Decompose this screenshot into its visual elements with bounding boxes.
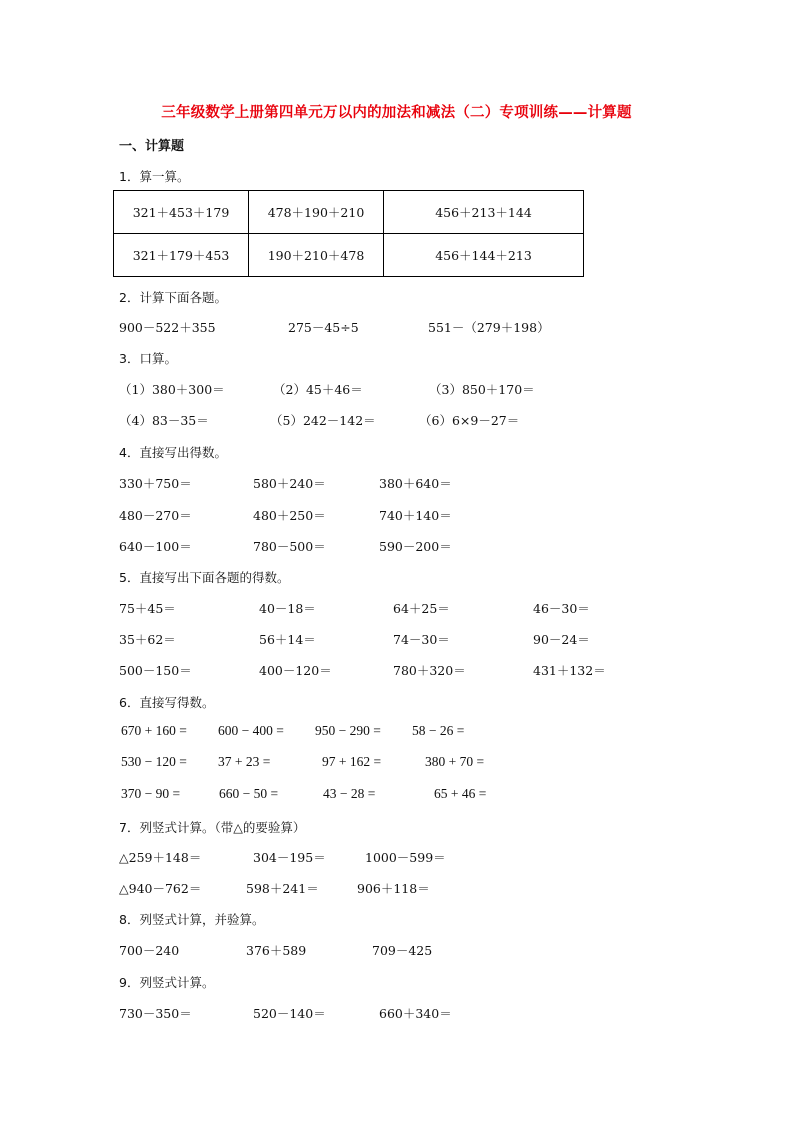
question-2-row — [0, 318, 793, 336]
section-heading: 一、计算题 — [119, 139, 185, 154]
expression: 90－24＝ — [533, 632, 590, 647]
expression: 370 − 90 = — [121, 786, 181, 801]
expression: △259＋148＝ — [119, 850, 202, 865]
expression: 640－100＝ — [119, 539, 192, 554]
expression: （1）380＋300＝ — [119, 382, 225, 397]
expression: 275－45÷5 — [288, 320, 359, 335]
expression: （5）242－142＝ — [270, 413, 376, 428]
page-title: 三年级数学上册第四单元万以内的加法和减法（二）专项训练——计算题 — [161, 105, 632, 121]
question-4-row — [0, 506, 793, 524]
expression: 709－425 — [372, 943, 433, 958]
question-5-heading: 5．直接写出下面各题的得数。 — [119, 570, 290, 585]
expression: 380＋640＝ — [379, 476, 452, 491]
expression: 670 + 160 = — [121, 723, 187, 738]
table-cell: 456＋213＋144 — [384, 191, 584, 234]
question-1-table — [113, 190, 584, 277]
expression: 780＋320＝ — [393, 663, 466, 678]
expression: 46－30＝ — [533, 601, 590, 616]
question-8-heading: 8．列竖式计算，并验算。 — [119, 912, 265, 927]
question-7-row — [0, 848, 793, 866]
expression: 74－30＝ — [393, 632, 450, 647]
expression: 75＋45＝ — [119, 601, 176, 616]
question-8-row — [0, 941, 793, 959]
expression: 56＋14＝ — [259, 632, 316, 647]
expression: 380 + 70 = — [425, 754, 485, 769]
expression: 906＋118＝ — [357, 881, 430, 896]
question-1-heading: 1．算一算。 — [119, 169, 190, 184]
expression: 700－240 — [119, 943, 180, 958]
question-9-heading: 9．列竖式计算。 — [119, 975, 215, 990]
expression: 304－195＝ — [253, 850, 326, 865]
expression: 64＋25＝ — [393, 601, 450, 616]
expression: 1000－599＝ — [365, 850, 446, 865]
expression: 780－500＝ — [253, 539, 326, 554]
expression: 58 − 26 = — [412, 723, 465, 738]
expression: 43 − 28 = — [323, 786, 376, 801]
expression: 35＋62＝ — [119, 632, 176, 647]
expression: （4）83－35＝ — [119, 413, 209, 428]
expression: 580＋240＝ — [253, 476, 326, 491]
expression: 660 − 50 = — [219, 786, 279, 801]
question-9-row — [0, 1004, 793, 1022]
expression: 530 − 120 = — [121, 754, 187, 769]
question-3-heading: 3．口算。 — [119, 351, 177, 366]
expression: （3）850＋170＝ — [429, 382, 535, 397]
table-cell: 190＋210＋478 — [249, 234, 384, 277]
expression: 900－522＋355 — [119, 320, 216, 335]
question-2-heading: 2．计算下面各题。 — [119, 290, 227, 305]
table-cell: 478＋190＋210 — [249, 191, 384, 234]
expression: 330＋750＝ — [119, 476, 192, 491]
expression: 590－200＝ — [379, 539, 452, 554]
expression: 400－120＝ — [259, 663, 332, 678]
expression: 376＋589 — [246, 943, 307, 958]
question-6-row — [0, 754, 793, 772]
expression: 37 + 23 = — [218, 754, 271, 769]
expression: 431＋132＝ — [533, 663, 606, 678]
table-cell: 321＋179＋453 — [114, 234, 249, 277]
question-4-row — [0, 474, 793, 492]
question-3-row — [0, 411, 793, 429]
table-row — [114, 191, 584, 234]
table-row — [114, 234, 584, 277]
question-5-row — [0, 630, 793, 648]
expression: 480＋250＝ — [253, 508, 326, 523]
expression: （6）6×9－27＝ — [419, 413, 520, 428]
question-6-heading: 6．直接写得数。 — [119, 695, 215, 710]
expression: △940－762＝ — [119, 881, 202, 896]
expression: 65 + 46 = — [434, 786, 487, 801]
expression: 551－（279＋198） — [428, 320, 550, 335]
expression: （2）45＋46＝ — [273, 382, 363, 397]
expression: 520－140＝ — [253, 1006, 326, 1021]
expression: 740＋140＝ — [379, 508, 452, 523]
expression: 730－350＝ — [119, 1006, 192, 1021]
question-7-row — [0, 879, 793, 897]
question-6-row — [0, 786, 793, 804]
question-6-row — [0, 723, 793, 741]
question-7-heading: 7．列竖式计算。（带△的要验算） — [119, 820, 306, 835]
question-4-row — [0, 537, 793, 555]
expression: 600 − 400 = — [218, 723, 284, 738]
expression: 97 + 162 = — [322, 754, 382, 769]
question-5-row — [0, 599, 793, 617]
expression: 660＋340＝ — [379, 1006, 452, 1021]
question-3-row — [0, 380, 793, 398]
table-cell: 321＋453＋179 — [114, 191, 249, 234]
table-cell: 456＋144＋213 — [384, 234, 584, 277]
question-4-heading: 4．直接写出得数。 — [119, 445, 227, 460]
expression: 950 − 290 = — [315, 723, 381, 738]
expression: 480－270＝ — [119, 508, 192, 523]
expression: 40－18＝ — [259, 601, 316, 616]
expression: 598＋241＝ — [246, 881, 319, 896]
expression: 500－150＝ — [119, 663, 192, 678]
question-5-row — [0, 661, 793, 679]
